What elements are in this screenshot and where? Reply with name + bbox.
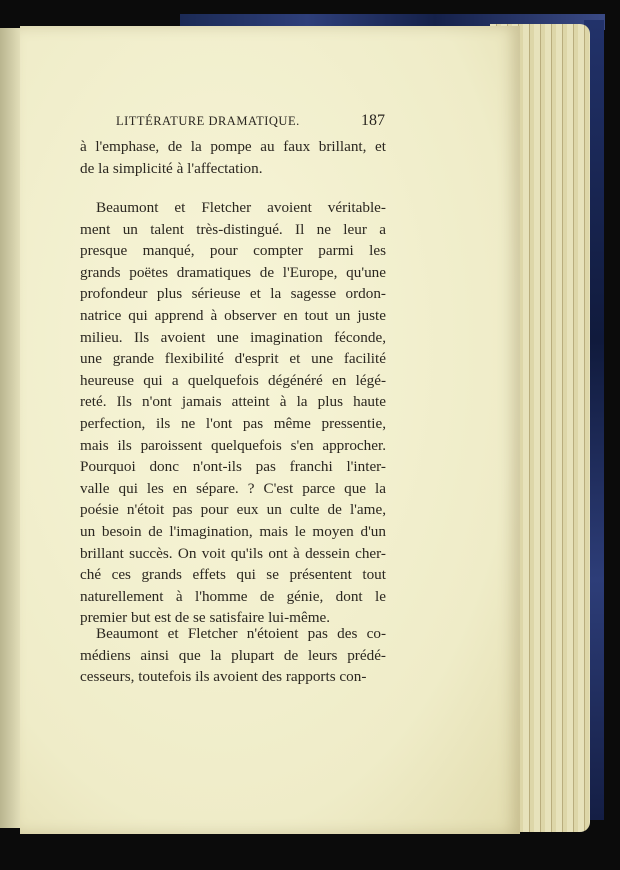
text-line: milieu. Ils avoient une imagination féconde,	[80, 328, 386, 346]
text-line: ment un talent très-distingué. Il ne leur a	[80, 220, 386, 238]
text-line: brillant succès. On voit qu'ils ont à dessein cher-	[80, 544, 386, 562]
text-line: cesseurs, toutefois ils avoient des rapports con-	[80, 668, 367, 686]
text-line: grands poëtes dramatiques de l'Europe, qu'une	[80, 263, 386, 281]
text-line: presque manqué, pour compter parmi les	[80, 242, 386, 260]
text-line: Beaumont et Fletcher n'étoient pas des co-	[96, 625, 386, 642]
running-title: LITTÉRATURE DRAMATIQUE.	[116, 114, 300, 128]
text-line: profondeur plus sérieuse et la sagesse ordon-	[80, 285, 386, 303]
text-line: reté. Ils n'ont jamais atteint à la plus haute	[80, 393, 386, 411]
text-line: perfection, ils ne l'ont pas même pressentie,	[80, 415, 386, 432]
text-line: Beaumont et Fletcher avoient véritable-	[96, 199, 386, 216]
text-line: un besoin de l'imagination, mais le moyen d'un	[80, 523, 386, 540]
page-number: 187	[361, 112, 385, 129]
text-line: premier but est de se satisfaire lui-même.	[80, 609, 331, 627]
text-line: natrice qui apprend à observer en tout un juste	[80, 307, 386, 324]
text-line: mais ils paroissent quelquefois s'en approcher.	[80, 436, 386, 454]
text-line: ché ces grands effets qui se présentent tout	[80, 566, 386, 584]
text-line: médiens ainsi que la plupart de leurs prédé-	[80, 646, 386, 664]
text-line: naturellement à l'homme de génie, dont le	[80, 587, 386, 605]
text-line: heureuse qui a quelquefois dégénéré en légé-	[80, 371, 386, 389]
text-line: valle qui les en sépare. ? C'est parce que la	[80, 479, 386, 497]
text-line: à l'emphase, de la pompe au faux brillant, et	[80, 138, 386, 155]
text-line: une grande flexibilité d'esprit et une facilité	[80, 350, 386, 368]
text-line: poésie n'étoit pas pour eux un culte de l'ame,	[80, 501, 386, 519]
left-page-edge	[0, 28, 22, 828]
text-line: Pourquoi donc n'ont-ils pas franchi l'inter-	[80, 458, 386, 476]
text-line: de la simplicité à l'affectation.	[80, 159, 263, 177]
